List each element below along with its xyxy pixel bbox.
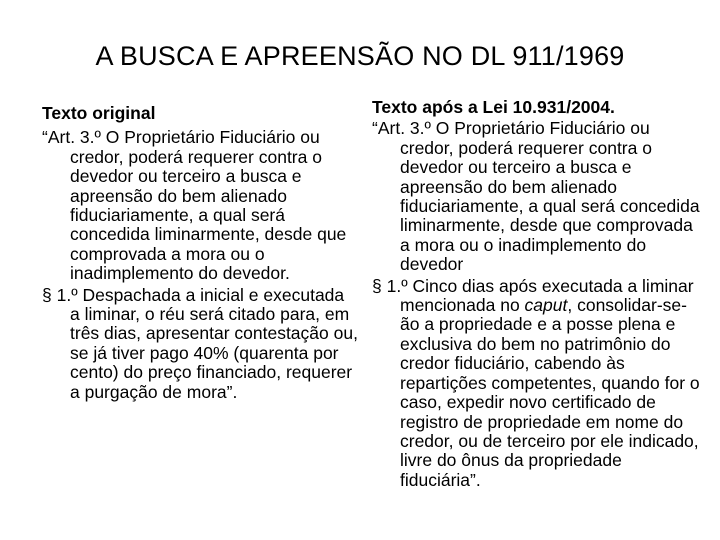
amended-paragraph-1-end: , consolidar-se-ão a propriedade e a posse plena e exclusiva do bem no patrimônio do credor fiduciário, cabendo às repartições competentes, quando for o caso, expedir novo certificado de registro de propriedade em nome do credor, ou de terceiro por ele indicado, livre do ônus da propriedade fiduciária”. [400,295,700,490]
original-text-heading: Texto original [42,103,156,123]
original-text-column [42,104,358,404]
amended-text-heading: Texto após a Lei 10.931/2004. [372,97,615,117]
slide-title: A BUSCA E APREENSÃO NO DL 911/1969 [95,41,625,71]
amended-text-column [372,98,702,492]
original-article-paragraph: “Art. 3.º O Proprietário Fiduciário ou credor, poderá requerer contra o devedor ou terceiro a busca e apreensão do bem alienado fiduciariamente, a qual será concedida liminarmente, desde que comprovada a mora ou o inadimplemento do devedor. [42,127,347,284]
amended-article-paragraph: “Art. 3.º O Proprietário Fiduciário ou credor, poderá requerer contra o devedor ou terceiro a busca e apreensão do bem alienado fiduciariamente, a qual será concedida liminarmente, desde que comprovada a mora ou o inadimplemento do devedor [372,118,700,275]
amended-paragraph-1-start: § 1.º Cinco dias após executada a liminar mencionada no [372,275,694,316]
amended-paragraph-1 [372,277,702,490]
original-paragraph-1: § 1.º Despachada a inicial e executada a liminar, o réu será citado para, em três dias, apresentar contestação ou, se já tiver pago 40% (quarenta por cento) do preço financiado, requerer a purgação de mora”. [42,284,358,402]
caput-term: caput [524,295,568,316]
